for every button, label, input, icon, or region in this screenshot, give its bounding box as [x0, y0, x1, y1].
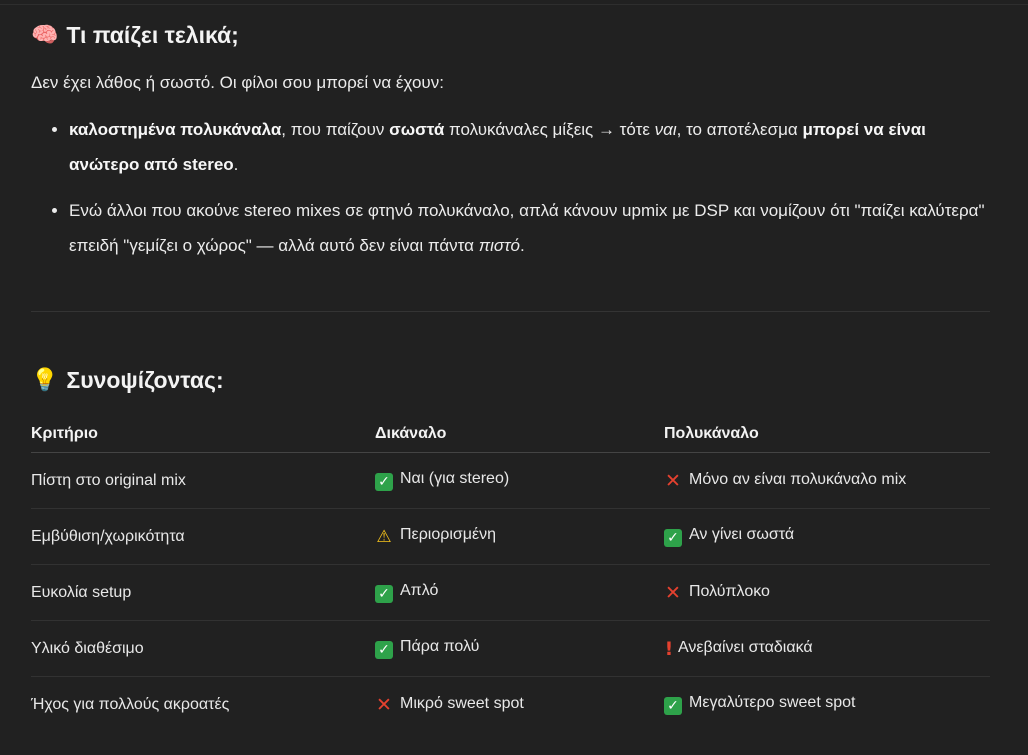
brain-icon: 🧠 [31, 22, 59, 48]
cell-text: Μικρό sweet spot [400, 694, 524, 712]
bullet-list [31, 112, 989, 274]
text-span: πολυκάναλες μίξεις → τότε [444, 120, 655, 139]
list-item [69, 193, 989, 263]
check-mark-icon: ✓ [375, 585, 393, 603]
criterion-cell: Ήχος για πολλούς ακροατές [31, 695, 230, 713]
stereo-cell [375, 565, 664, 621]
stereo-cell [375, 677, 664, 733]
text-span: . [519, 236, 525, 255]
intro-paragraph: Δεν έχει λάθος ή σωστό. Οι φίλοι σου μπορεί να έχουν: [31, 73, 444, 92]
criterion-cell: Εμβύθιση/χωρικότητα [31, 509, 375, 565]
section-heading-final [31, 22, 239, 49]
check-mark-icon: ✓ [664, 529, 682, 547]
table-row [31, 453, 990, 509]
list-item [69, 112, 989, 182]
table-row [31, 565, 990, 621]
cell-text: Αν γίνει σωστά [689, 526, 795, 543]
criterion-cell: Πίστη στο original mix [31, 453, 375, 509]
check-mark-icon: ✓ [664, 697, 682, 715]
multichannel-cell [664, 677, 990, 733]
top-divider [0, 4, 1028, 5]
bold-text: καλοστημένα πολυκάναλα [69, 120, 282, 139]
exclamation-icon: ! [664, 637, 674, 660]
criterion-cell: Υλικό διαθέσιμο [31, 621, 375, 677]
criterion-cell: Ευκολία setup [31, 565, 375, 621]
cell-text: Πάρα πολύ [400, 638, 480, 655]
check-mark-icon: ✓ [375, 641, 393, 659]
cell-text: Πολύπλοκο [689, 582, 770, 600]
stereo-cell [375, 453, 664, 509]
cross-mark-icon: ✕ [665, 469, 681, 492]
table-row [31, 677, 990, 733]
horizontal-rule [31, 311, 990, 312]
cell-text: Ανεβαίνει σταδιακά [678, 638, 813, 656]
italic-text: ναι [654, 120, 677, 139]
text-span: . [233, 155, 239, 174]
bold-text: μπορεί να είναι ανώτερο από stereo [69, 120, 926, 174]
stereo-cell [375, 509, 664, 565]
multichannel-cell [664, 621, 990, 677]
warning-icon: ⚠ [376, 527, 392, 548]
cell-text: Ναι (για stereo) [400, 470, 510, 487]
table-header-row [31, 416, 990, 453]
lightbulb-icon: 💡 [31, 367, 59, 393]
bold-text: σωστά [389, 120, 445, 139]
table-body [31, 453, 990, 733]
cross-mark-icon: ✕ [376, 693, 392, 716]
comparison-table [31, 416, 990, 732]
text-span: , που παίζουν [281, 120, 390, 139]
cell-text: Μεγαλύτερο sweet spot [689, 694, 856, 711]
cell-text: Μόνο αν είναι πολυκάναλο mix [689, 470, 907, 488]
multichannel-cell [664, 509, 990, 565]
table-row [31, 509, 990, 565]
multichannel-cell [664, 565, 990, 621]
cell-text: Περιορισμένη [400, 526, 497, 544]
column-header-multichannel: Πολυκάναλο [664, 416, 990, 453]
stereo-cell [375, 621, 664, 677]
cross-mark-icon: ✕ [665, 581, 681, 604]
italic-text: πιστό [478, 236, 520, 255]
column-header-stereo: Δικάναλο [375, 416, 664, 453]
multichannel-cell [664, 453, 990, 509]
column-header-criterion: Κριτήριο [31, 416, 375, 453]
section-title: Τι παίζει τελικά; [66, 22, 239, 48]
cell-text: Απλό [400, 582, 439, 599]
check-mark-icon: ✓ [375, 473, 393, 491]
text-span: Ενώ άλλοι που ακούνε stereo mixes σε φτηνό πολυκάναλο, απλά κάνουν upmix με DSP και νομίζουν ότι "παίζει καλύτερα" επειδή "γεμίζει ο χώρος" — αλλά αυτό δεν είναι πάντα [69, 201, 985, 255]
section-heading-summary [31, 367, 224, 394]
text-span: , το αποτέλεσμα [676, 120, 803, 139]
table-row [31, 621, 990, 677]
section-title: Συνοψίζοντας: [66, 367, 224, 393]
